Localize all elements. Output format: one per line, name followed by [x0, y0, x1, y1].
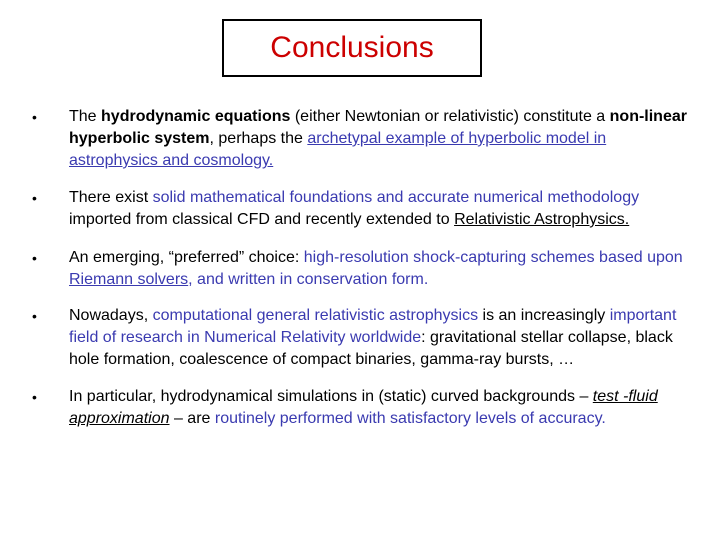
bullet-list: [0, 106, 720, 444]
bullet-item: [0, 106, 720, 172]
bullet-text: is an increasingly: [478, 307, 610, 324]
bullet-underlined-text: test -fluid approximation: [69, 388, 658, 427]
bullet-marker: •: [32, 190, 37, 206]
slide-title: Conclusions: [270, 31, 434, 64]
bullet-text: : gravitational stellar collapse, black hole formation, coalescence of compact binaries, gamma-ray bursts, …: [69, 329, 673, 368]
bullet-marker: •: [32, 109, 37, 125]
bullet-marker: •: [32, 308, 37, 324]
bullet-text: – are: [169, 410, 215, 427]
bullet-underlined-text: Relativistic Astrophysics.: [454, 211, 630, 228]
bullet-highlight-text: important field of research in Numerical Relativity worldwide: [69, 307, 677, 346]
bullet-highlight-text: , and written in conservation form.: [188, 271, 429, 288]
bullet-item: [0, 187, 720, 231]
bullet-text: (either Newtonian or relativistic) constitute a: [290, 108, 610, 125]
bullet-text: , perhaps the: [209, 130, 308, 147]
bullet-highlight-text: computational general relativistic astrophysics: [152, 307, 479, 324]
bullet-text: In particular, hydrodynamical simulations in (static) curved backgrounds –: [69, 388, 593, 405]
bullet-item: [0, 386, 720, 430]
bullet-bold-text: non-linear hyperbolic system: [69, 108, 687, 147]
bullet-text: Nowadays,: [69, 307, 153, 324]
bullet-item: [0, 247, 720, 291]
bullet-highlight-text: routinely performed with satisfactory levels of accuracy.: [214, 410, 606, 427]
bullet-text: The: [69, 108, 102, 125]
bullet-highlight-text: solid mathematical foundations and accurate numerical methodology: [152, 189, 640, 206]
bullet-text: There exist: [69, 189, 153, 206]
bullet-text: imported from classical CFD and recently extended to: [69, 211, 455, 228]
bullet-item: [0, 305, 720, 371]
bullet-highlight-text: Riemann solvers: [69, 271, 189, 288]
bullet-marker: •: [32, 389, 37, 405]
bullet-highlight-text: archetypal example of hyperbolic model in astrophysics and cosmology.: [69, 130, 607, 169]
bullet-text: An emerging, “preferred” choice:: [69, 249, 304, 266]
bullet-marker: •: [32, 250, 37, 266]
bullet-highlight-text: high-resolution shock-capturing schemes based upon: [303, 249, 683, 266]
title-box: [222, 19, 482, 77]
bullet-bold-text: hydrodynamic equations: [101, 108, 291, 125]
